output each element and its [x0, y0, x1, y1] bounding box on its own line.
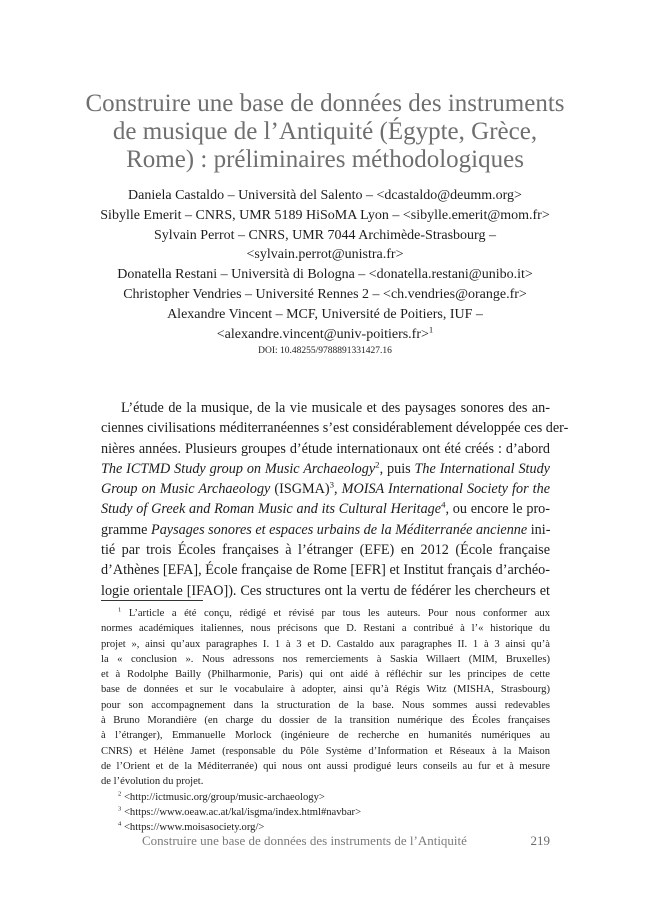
footnote-3 [101, 805, 550, 820]
body-text: gramme [101, 521, 152, 538]
group-name: The International Study [414, 460, 550, 477]
group-name: MOISA International Society for the [341, 481, 551, 498]
group-name: Group on Music Archaeology [101, 481, 271, 498]
author-line: Christopher Vendries – Université Rennes 2 – <ch.vendries@orange.fr> [123, 286, 527, 302]
footnote-mark: 1 [118, 606, 122, 614]
author-line: Donatella Restani – Università di Bologna – <donatella.restani@unibo.it> [117, 267, 533, 283]
body-text: , puis [379, 460, 415, 477]
footnote-line: et à Rodolphe Bailly (Philharmonie, Paris) qui ont aidé à réfléchir sur les principes de cette [101, 669, 550, 681]
body-text: , ou encore le pro- [445, 501, 550, 518]
article-title [0, 90, 650, 174]
author-line: Daniela Castaldo – Università del Salento – <dcastaldo@deumm.org> [128, 188, 522, 203]
body-paragraph [101, 398, 569, 601]
title-line: de musique de l’Antiquité (Égypte, Grèce, [112, 118, 538, 145]
author-line: Sibylle Emerit – CNRS, UMR 5189 HiSoMA Lyon – <sibylle.emerit@mom.fr> [100, 207, 550, 223]
title-line: Construire une base de données des instruments [85, 90, 565, 117]
footnote-mark: 3 [118, 805, 122, 813]
footnote-separator [101, 600, 203, 601]
body-line: logie orientale [IFAO]). Ces structures ont la vertu de fédérer les chercheurs et [101, 582, 550, 599]
body-line [101, 479, 550, 499]
author-line-with-note [0, 325, 650, 345]
body-line [101, 459, 550, 479]
footnote-link[interactable]: <https://www.moisasociety.org/> [123, 822, 265, 834]
footnote-ref: 1 [428, 323, 434, 334]
footnote-line: pour son accompagnement dans la structuration de la base. Nous sommes aussi redevables [101, 699, 550, 711]
body-line: tié par trois Écoles françaises à l’étranger (EFE) en 2012 (École française [101, 542, 550, 559]
footnote-mark: 2 [118, 790, 122, 798]
body-line: d’Athènes [EFA], École française de Rome [EFR] et Institut français d’archéo- [101, 562, 550, 579]
author-line: <sylvain.perrot@unistra.fr> [246, 247, 404, 263]
footnote-2 [101, 790, 550, 805]
footnote-line: CNRS) et Hélène Jamet (responsable du Pôle Système d’Information et Réseaux à la Maison [101, 745, 550, 757]
body-text: ini- [527, 521, 551, 538]
footnote-line: de l’évolution du projet. [101, 776, 204, 788]
footnote-line: à l’étranger), Emmanuelle Morlock (ingénieure de recherche en humanités numériques au [101, 730, 550, 742]
program-name: Paysages sonores et espaces urbains de la Méditerranée ancienne [151, 521, 528, 538]
footnotes [101, 606, 550, 835]
footnote-link[interactable]: <https://www.oeaw.ac.at/kal/isgma/index.html#navbar> [123, 806, 362, 818]
footnote-line: base de données et sur le vocabulaire à adopter, ainsi qu’à Régis Witz (MISHA, Strasbourg) [101, 684, 550, 696]
author-line: Alexandre Vincent – MCF, Université de Poitiers, IUF – [167, 306, 483, 322]
page-number: 219 [530, 833, 550, 848]
footnote-line: à Bruno Morandière (en charge du dossier de la transition numérique des Écoles françaises [101, 715, 550, 727]
doi: DOI: 10.48255/9788891331427.16 [258, 346, 392, 356]
group-name: The ICTMD Study group on Music Archaeology [101, 460, 376, 477]
body-line: ciennes civilisations méditerranéennes s’est considérablement développée ces der- [101, 420, 569, 437]
footnote-ref: 4 [441, 499, 446, 510]
body-line: nières années. Plusieurs groupes d’étude internationaux ont été créés : d’abord [101, 440, 550, 457]
footnote-line: la « conclusion ». Nous adressons nos remerciements à Saskia Willaert (MIM, Bruxelles) [101, 653, 550, 665]
body-text: (ISGMA) [270, 481, 330, 498]
footnote-line [101, 606, 550, 621]
footnote-line: de l’Orient et de la Méditerranée) qui nous ont aussi prodigué leurs conseils au fur et à mesure [101, 760, 550, 772]
title-line: Rome) : préliminaires méthodologiques [126, 146, 524, 173]
footnote-line: normes académiques italiennes, nous précisons que D. Restani a contribué à l’« historique du [101, 623, 550, 635]
body-text: , [334, 481, 342, 498]
author-line: Sylvain Perrot – CNRS, UMR 7044 Archimède-Strasbourg – [154, 227, 496, 243]
body-line [101, 520, 550, 540]
body-line: L’étude de la musique, de la vie musicale et des paysages sonores des an- [121, 400, 550, 416]
footnote-line: projet », ainsi qu’aux paragraphes I. 1 à 3 et D. Castaldo aux paragraphes II. 1 à 3 ainsi qu’à [101, 638, 550, 650]
footnote-text: L’article a été conçu, rédigé et révisé par tous les auteurs. Pour nous conformer aux [128, 608, 550, 619]
body-line [101, 499, 550, 519]
footnote-ref: 3 [329, 479, 335, 490]
author-line: <alexandre.vincent@univ-poitiers.fr> [216, 326, 429, 342]
group-name: Study of Greek and Roman Music and its Cultural Heritage [101, 501, 442, 518]
footnote-ref: 2 [375, 459, 380, 470]
running-title: Construire une base de données des instruments de l’Antiquité [142, 833, 467, 848]
footnote-link[interactable]: <http://ictmusic.org/group/music-archaeology> [123, 791, 325, 803]
author-list [0, 186, 650, 344]
footnote-mark: 4 [118, 820, 122, 828]
